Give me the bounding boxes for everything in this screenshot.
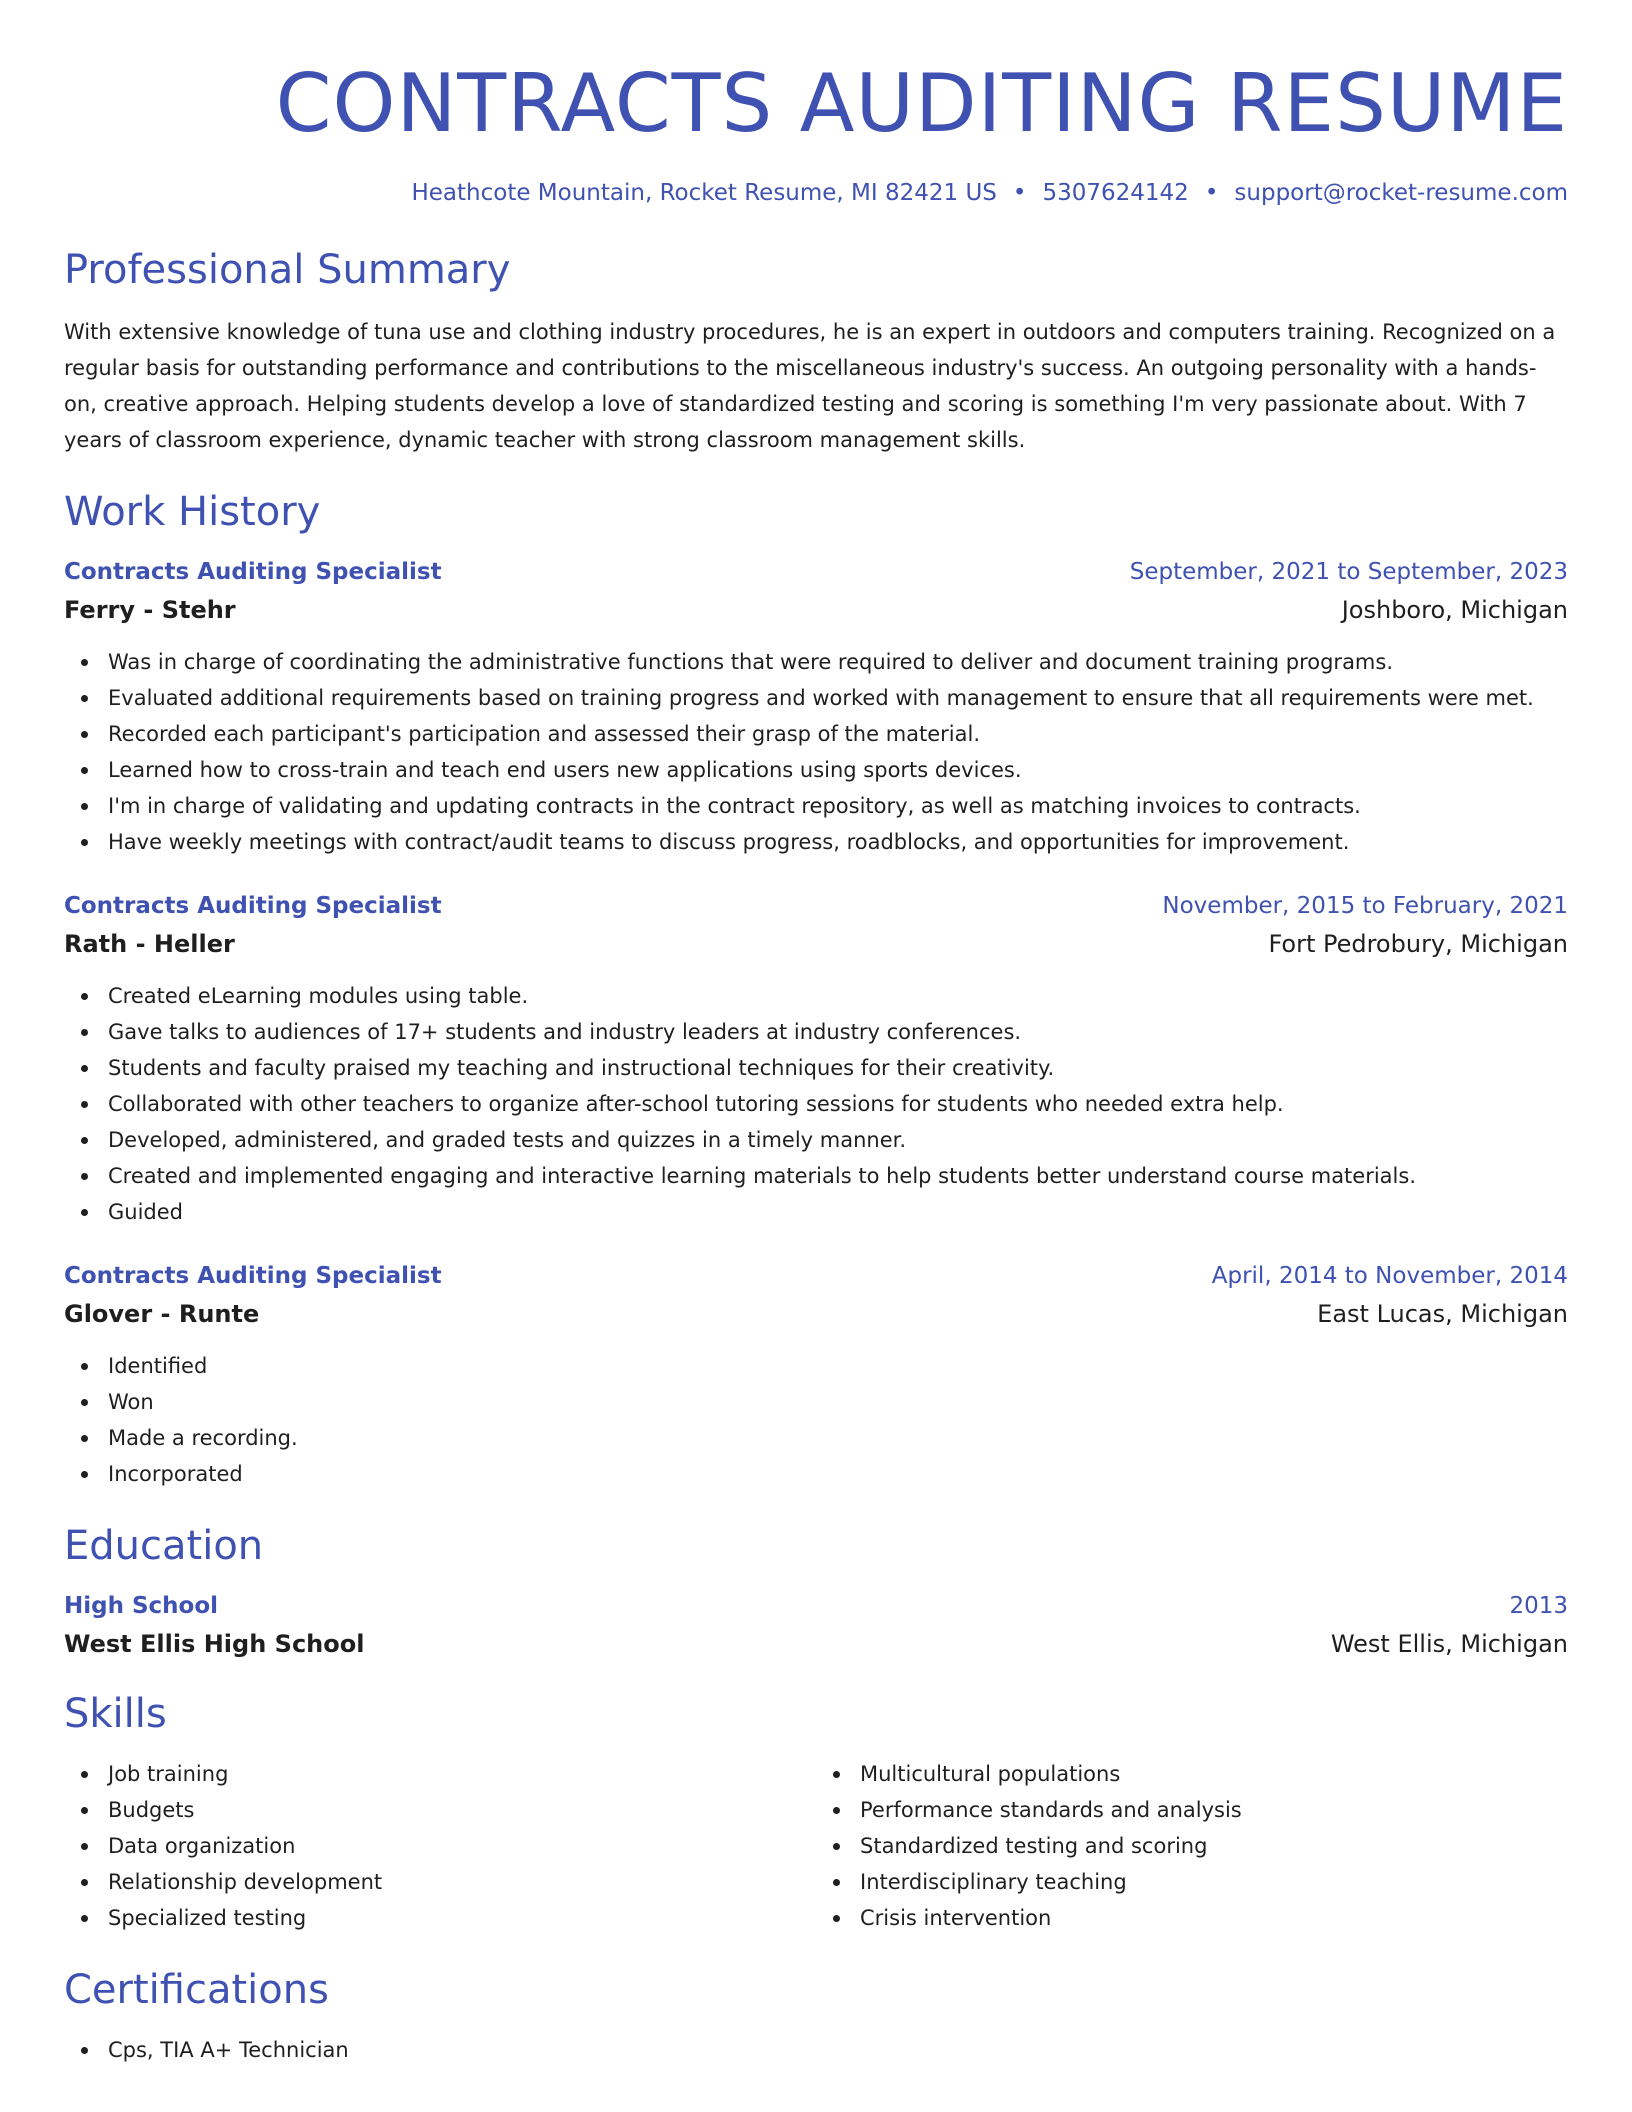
contact-separator: • <box>1204 180 1219 206</box>
job-dates: November, 2015 to February, 2021 <box>1162 893 1568 919</box>
list-item: Have weekly meetings with contract/audit teams to discuss progress, roadblocks, and opportunities for improvement. <box>108 824 1568 860</box>
skill-item: Budgets <box>108 1792 816 1828</box>
skill-item: Data organization <box>108 1828 816 1864</box>
job-title-row <box>64 556 1568 588</box>
contact-line <box>64 178 1568 208</box>
skill-item: Crisis intervention <box>860 1900 1568 1936</box>
list-item: Created and implemented engaging and interactive learning materials to help students better understand course materials. <box>108 1158 1568 1194</box>
section-heading-education: Education <box>64 1523 264 1569</box>
education-degree: High School <box>64 1593 219 1619</box>
skill-item: Standardized testing and scoring <box>860 1828 1568 1864</box>
work-history-section <box>64 488 1568 1492</box>
job-title-row <box>64 1260 1568 1292</box>
job-company: Ferry - Stehr <box>64 596 236 624</box>
job-dates: September, 2021 to September, 2023 <box>1129 559 1568 585</box>
list-item: Was in charge of coordinating the administrative functions that were required to deliver and document training programs. <box>108 644 1568 680</box>
job-title: Contracts Auditing Specialist <box>64 559 442 585</box>
job-dates: April, 2014 to November, 2014 <box>1211 1263 1568 1289</box>
skill-item: Performance standards and analysis <box>860 1792 1568 1828</box>
skill-item: Specialized testing <box>108 1900 816 1936</box>
list-item: Learned how to cross-train and teach end users new applications using sports devices. <box>108 752 1568 788</box>
education-degree-row <box>64 1590 1568 1622</box>
resume-header <box>64 0 1568 208</box>
skills-grid <box>64 1756 1568 1936</box>
list-item: Incorporated <box>108 1456 1568 1492</box>
job-location: Fort Pedrobury, Michigan <box>1268 930 1568 958</box>
job-title: Contracts Auditing Specialist <box>64 1263 442 1289</box>
contact-email: support@rocket-resume.com <box>1234 180 1568 206</box>
education-school-row <box>64 1628 1568 1660</box>
job-entry <box>64 1260 1568 1492</box>
education-year: 2013 <box>1509 1593 1568 1619</box>
list-item: Developed, administered, and graded tests and quizzes in a timely manner. <box>108 1122 1568 1158</box>
certification-item: Cps, TIA A+ Technician <box>108 2032 1568 2068</box>
skill-item: Interdisciplinary teaching <box>860 1864 1568 1900</box>
job-location: East Lucas, Michigan <box>1317 1300 1568 1328</box>
job-company: Glover - Runte <box>64 1300 260 1328</box>
job-title: Contracts Auditing Specialist <box>64 893 442 919</box>
job-company-row <box>64 928 1568 960</box>
section-heading-summary: Professional Summary <box>64 247 511 293</box>
list-item: Guided <box>108 1194 1568 1230</box>
list-item: Gave talks to audiences of 17+ students and industry leaders at industry conferences. <box>108 1014 1568 1050</box>
list-item: Collaborated with other teachers to organize after-school tutoring sessions for students who needed extra help. <box>108 1086 1568 1122</box>
job-company-row <box>64 594 1568 626</box>
certifications-list <box>64 2032 1568 2068</box>
job-bullets <box>64 644 1568 860</box>
job-bullets <box>64 978 1568 1230</box>
job-location: Joshboro, Michigan <box>1341 596 1568 624</box>
skill-item: Relationship development <box>108 1864 816 1900</box>
skill-item: Job training <box>108 1756 816 1792</box>
certifications-section <box>64 1966 1568 2068</box>
job-bullets <box>64 1348 1568 1492</box>
section-heading-certifications: Certifications <box>64 1967 329 2013</box>
contact-separator: • <box>1012 180 1027 206</box>
education-school: West Ellis High School <box>64 1630 365 1658</box>
education-section <box>64 1522 1568 1660</box>
job-entry <box>64 890 1568 1230</box>
job-entry <box>64 556 1568 860</box>
skills-section <box>64 1690 1568 1936</box>
section-heading-skills: Skills <box>64 1691 167 1737</box>
list-item: Created eLearning modules using table. <box>108 978 1568 1014</box>
contact-phone: 5307624142 <box>1042 180 1189 206</box>
professional-summary-section <box>64 246 1568 458</box>
list-item: Made a recording. <box>108 1420 1568 1456</box>
summary-text: With extensive knowledge of tuna use and clothing industry procedures, he is an expert in outdoors and computers training. Recognized on a regular basis for outstanding performance and contributions to the miscellaneous industry's success. An outgoing personality with a hands-on, creative approach. Helping students develop a love of standardized testing and scoring is something I'm very passionate about. With 7 years of classroom experience, dynamic teacher with strong classroom management skills. <box>64 320 1556 452</box>
education-location: West Ellis, Michigan <box>1330 1630 1568 1658</box>
job-company-row <box>64 1298 1568 1330</box>
resume-title: CONTRACTS AUDITING RESUME <box>275 57 1568 150</box>
contact-address: Heathcote Mountain, Rocket Resume, MI 82421 US <box>411 180 997 206</box>
list-item: Identified <box>108 1348 1568 1384</box>
job-company: Rath - Heller <box>64 930 235 958</box>
list-item: I'm in charge of validating and updating contracts in the contract repository, as well as matching invoices to contracts. <box>108 788 1568 824</box>
skills-column-left <box>64 1756 816 1936</box>
list-item: Students and faculty praised my teaching and instructional techniques for their creativity. <box>108 1050 1568 1086</box>
section-heading-work-history: Work History <box>64 489 321 535</box>
list-item: Won <box>108 1384 1568 1420</box>
job-title-row <box>64 890 1568 922</box>
list-item: Recorded each participant's participation and assessed their grasp of the material. <box>108 716 1568 752</box>
list-item: Evaluated additional requirements based on training progress and worked with management to ensure that all requirements were met. <box>108 680 1568 716</box>
skills-column-right <box>816 1756 1568 1936</box>
skill-item: Multicultural populations <box>860 1756 1568 1792</box>
